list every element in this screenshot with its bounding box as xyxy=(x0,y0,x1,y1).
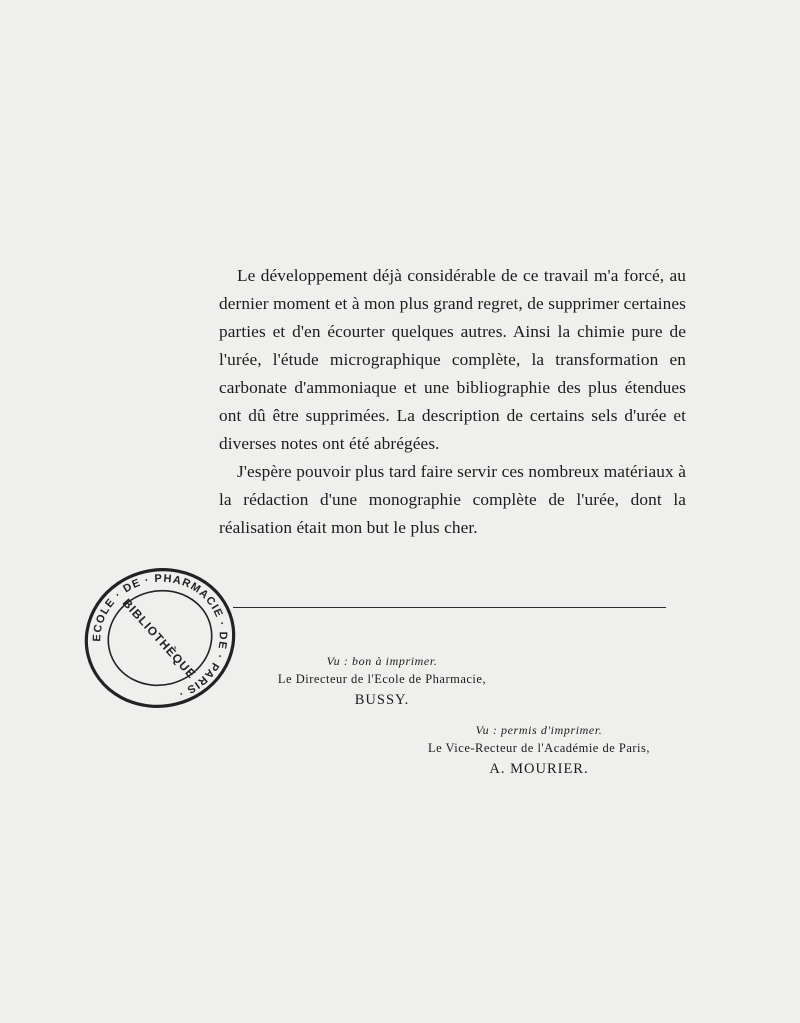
approval-director-name: BUSSY. xyxy=(354,692,410,708)
approval-vice-rector-role: Le Vice-Recteur de l'Académie de Paris, xyxy=(427,741,651,755)
approval-director-vu: Vu : bon à imprimer. xyxy=(326,654,438,668)
approval-vice-rector-name: A. MOURIER. xyxy=(489,761,589,777)
body-text xyxy=(219,262,686,542)
approval-vice-rector xyxy=(404,723,674,778)
separator-rule xyxy=(233,607,666,608)
paragraph-1: Le développement déjà considérable de ce travail m'a forcé, au dernier moment et à mon plus grand regret, de supprimer certaines parties et d'en écourter quelques autres. Ainsi la chimie pure de l'urée, l'étude micrographique complète, la transformation en carbonate d'ammoniaque et une bibliographie des plus étendues ont dû être supprimées. La description de certains sels d'urée et diverses notes ont été abrégées. xyxy=(219,266,686,453)
approval-director-role: Le Directeur de l'Ecole de Pharmacie, xyxy=(277,672,487,686)
library-stamp xyxy=(80,563,240,713)
svg-text:ECOLE · DE · PHARMACIE · DE ·: ECOLE · DE · PHARMACIE · DE · PARIS · xyxy=(91,572,229,700)
svg-text:BIBLIOTHÈQUE: BIBLIOTHÈQUE xyxy=(119,595,199,682)
approval-vice-rector-vu: Vu : permis d'imprimer. xyxy=(475,723,603,737)
paragraph-2: J'espère pouvoir plus tard faire servir ces nombreux matériaux à la rédaction d'une monographie complète de l'urée, dont la réalisation était mon but le plus cher. xyxy=(219,462,686,537)
approval-director xyxy=(262,654,502,709)
